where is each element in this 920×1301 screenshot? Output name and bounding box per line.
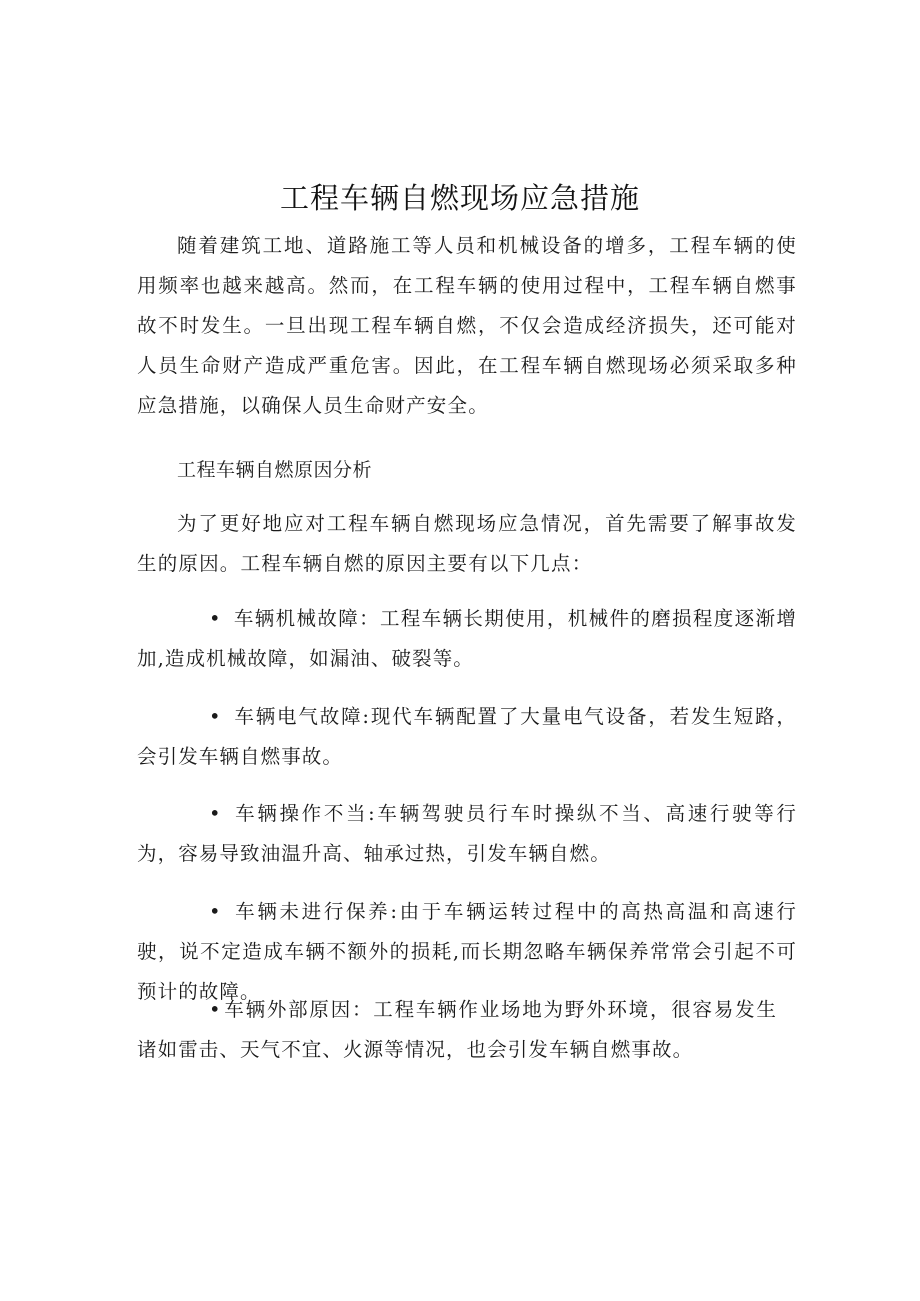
bullet-icon: • — [209, 705, 222, 728]
cause-text: 车辆外部原因：工程车辆作业场地为野外环境，很容易发生诸如雷击、天气不宜、火源等情况，也会引发车辆自燃事故。 — [137, 998, 777, 1061]
section-lead-paragraph: 为了更好地应对工程车辆自燃现场应急情况，首先需要了解事故发生的原因。工程车辆自燃的原因主要有以下几点： — [137, 512, 797, 575]
bullet-icon: • — [209, 900, 222, 923]
cause-text: 车辆机械故障：工程车辆长期使用，机械件的磨损程度逐渐增加,造成机械故障，如漏油、破裂等。 — [137, 607, 797, 670]
document-title: 工程车辆自燃现场应急措施 — [279, 181, 640, 215]
cause-list-item — [137, 697, 797, 777]
section-heading: 工程车辆自燃原因分析 — [177, 459, 373, 481]
cause-text: 车辆未进行保养:由于车辆运转过程中的高热高温和高速行驶，说不定造成车辆不额外的损耗,而长期忽略车辆保养常常会引起不可预计的故障。 — [137, 900, 797, 1003]
intro-paragraph: 随着建筑工地、道路施工等人员和机械设备的增多，工程车辆的使用频率也越来越高。然而，在工程车辆的使用过程中，工程车辆自燃事故不时发生。一旦出现工程车辆自燃，不仅会造成经济损失，还可能对人员生命财产造成严重危害。因此，在工程车辆自燃现场必须采取多种应急措施，以确保人员生命财产安全。 — [137, 234, 797, 417]
cause-list-item — [137, 794, 797, 874]
cause-text: 车辆操作不当:车辆驾驶员行车时操纵不当、高速行驶等行为，容易导致油温升高、轴承过热，引发车辆自燃。 — [137, 802, 797, 865]
cause-list-item — [137, 599, 797, 679]
bullet-icon: • — [209, 998, 222, 1021]
bullet-icon: • — [209, 802, 222, 825]
cause-text: 车辆电气故障:现代车辆配置了大量电气设备，若发生短路，会引发车辆自燃事故。 — [137, 705, 797, 768]
cause-list-item — [137, 990, 777, 1070]
bullet-icon: • — [209, 607, 222, 630]
